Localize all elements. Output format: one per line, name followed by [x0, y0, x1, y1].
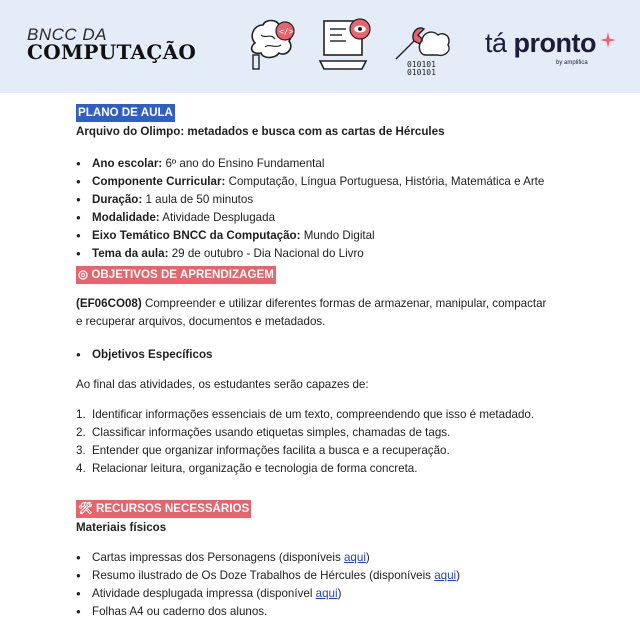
list-item: ● Eixo Temático BNCC da Computação: Mundo Digital: [76, 227, 616, 245]
sparkle-icon: [600, 32, 616, 48]
resources-tag: 🛠 RECURSOS NECESSÁRIOS: [76, 500, 251, 518]
objectives-intro: Ao final das atividades, os estudantes serão capazes de:: [76, 378, 369, 391]
lesson-info-list: [76, 155, 616, 263]
list-item: ● Resumo ilustrado de Os Doze Trabalhos de Hércules (disponíveis aqui): [76, 567, 616, 585]
svg-text:010101: 010101: [407, 68, 436, 75]
materials-list: [76, 549, 616, 621]
target-icon: ◎: [78, 268, 89, 281]
partner-logo: tá pronto: [485, 28, 597, 58]
list-item: ● Ano escolar: 6º ano do Ensino Fundamental: [76, 155, 616, 173]
specific-objectives-heading: [76, 346, 616, 364]
list-item: 3. Entender que organizar informações facilita a busca e a recuperação.: [76, 444, 450, 457]
list-item: ● Duração: 1 aula de 50 minutos: [76, 191, 616, 209]
objectives-tag: ◎ OBJETIVOS DE APRENDIZAGEM: [76, 266, 276, 284]
material-link[interactable]: aqui: [343, 551, 366, 564]
specific-objectives-list: [76, 406, 616, 478]
page-header: [0, 0, 640, 93]
brand-title: COMPUTAÇÃO: [27, 40, 197, 64]
materials-heading: Materiais físicos: [76, 521, 167, 534]
wrench-cloud-icon: [392, 15, 454, 75]
material-link[interactable]: aqui: [315, 587, 338, 600]
objective-paragraph: (EF06CO08) Compreender e utilizar diferentes formas de armazenar, manipular, compactar e recuperar arquivos, documentos e metadados.: [76, 297, 547, 328]
list-item: 1. Identificar informações essenciais de um texto, compreendendo que isso é metadado.: [76, 408, 535, 421]
list-item: ● Objetivos Específicos: [76, 346, 616, 364]
partner-byline: by amplifica: [556, 60, 588, 66]
list-item: ● Modalidade: Atividade Desplugada: [76, 209, 616, 227]
laptop-eye-icon: [318, 15, 378, 75]
list-item: ● Atividade desplugada impressa (disponível aqui): [76, 585, 616, 603]
svg-text:010101: 010101: [407, 60, 436, 69]
brain-code-icon: [245, 15, 301, 75]
plan-tag: PLANO DE AULA: [76, 104, 175, 122]
list-item: ● Cartas impressas dos Personagens (disponíveis aqui): [76, 549, 616, 567]
list-item: ● Folhas A4 ou caderno dos alunos.: [76, 603, 616, 621]
svg-text:</>: </>: [279, 27, 294, 36]
list-item: ● Componente Curricular: Computação, Língua Portuguesa, História, Matemática e Arte: [76, 173, 616, 191]
lesson-title: Arquivo do Olimpo: metadados e busca com as cartas de Hércules: [76, 125, 445, 138]
objective-code: (EF06CO08): [76, 297, 142, 310]
list-item: 2. Classificar informações usando etiquetas simples, chamadas de tags.: [76, 426, 451, 439]
material-link[interactable]: aqui: [434, 569, 457, 582]
tools-icon: 🛠: [78, 502, 93, 515]
brand-top: BNCC DA: [27, 25, 108, 44]
list-item: ● Tema da aula: 29 de outubro - Dia Nacional do Livro: [76, 245, 616, 263]
list-item: 4. Relacionar leitura, organização e tecnologia de forma concreta.: [76, 462, 418, 475]
lesson-plan: [76, 104, 616, 621]
